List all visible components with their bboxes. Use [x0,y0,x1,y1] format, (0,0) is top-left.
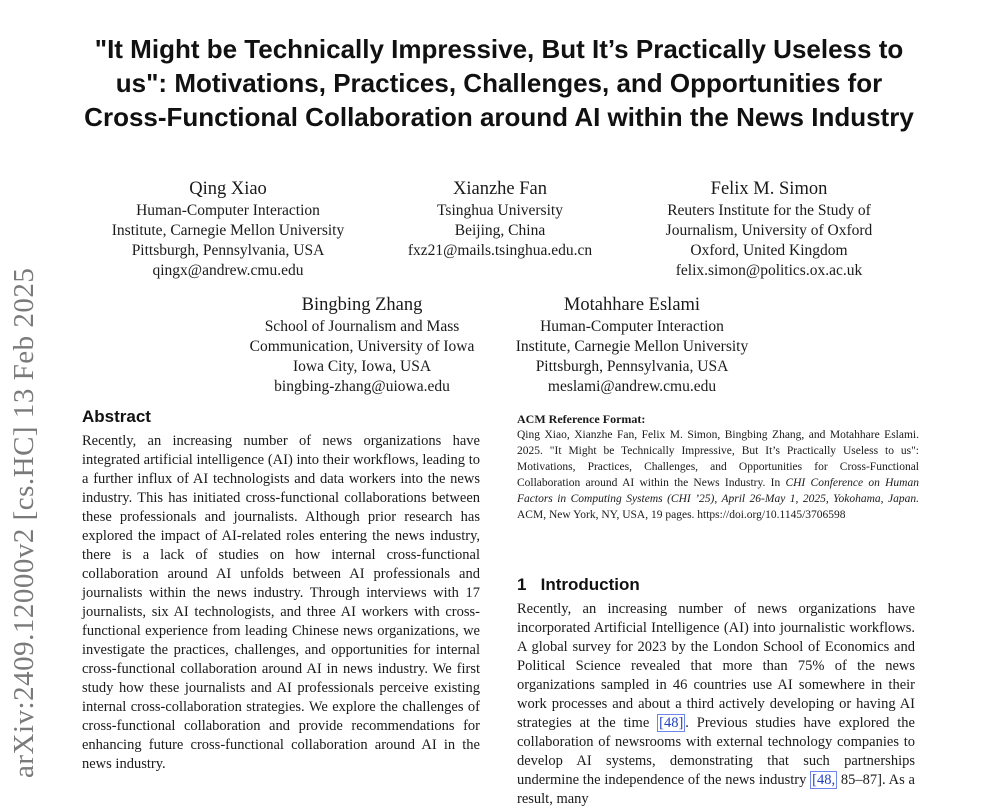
author-email: bingbing-zhang@uiowa.edu [274,378,450,395]
author-name: Felix M. Simon [710,179,828,199]
author-block-5 [504,294,760,397]
author-block-2 [382,178,618,261]
author-block-3 [640,178,898,281]
section-title: Introduction [540,575,640,594]
author-location: Oxford, United Kingdom [690,242,848,259]
arxiv-sidebar [0,0,60,778]
intro-text-part: . As a result, many [517,772,915,807]
author-affiliation: Human-Computer Interaction [136,202,320,219]
author-name: Qing Xiao [189,179,267,199]
intro-text-part: . Previous studies have explored the collaboration of newsrooms with external technology companies to develop AI systems, demonstrating that such partnerships undermine the independence of the news industry [517,715,915,788]
author-affiliation: Journalism, University of Oxford [665,222,873,239]
author-block-1 [100,178,356,281]
acm-reference-text: Qing Xiao, Xianzhe Fan, Felix M. Simon, Bingbing Zhang, and Motahhare Eslami. 2025. "It Might be Technically Impressive, But It’s Practically Useless to us": Motivations, Practices, Challenges, and Opportunities for Cross-Functional Collaboration around AI within the News Industry. In [517,429,919,489]
acm-reference-doi: ACM, New York, NY, USA, 19 pages. https://doi.org/10.1145/3706598 [517,509,846,521]
author-affiliation: Tsinghua University [437,202,563,219]
introduction-heading [517,575,640,595]
abstract-text: Recently, an increasing number of news organizations have integrated artificial intelligence (AI) into their workflows, leading to a further influx of AI technologists and data workers into the news industry. This has initiated cross-functional collaborations between these professionals and journalists. Although prior research has explored the impact of AI-related roles entering the news industry, there is a lack of studies on how internal cross-functional collaboration around AI unfolds between AI professionals and journalists within the news industry. Through interviews with 17 journalists, six AI technologists, and three AI workers with cross-functional experience from leading Chinese news organizations, we investigate the practices, challenges, and opportunities for internal cross-functional collaboration around AI in news industry. We first study how these journalists and AI professionals perceive existing internal cross-collaboration strategies. We explore the challenges of cross-functional collaboration and provide recommendations for enhancing future cross-functional collaboration around AI in the news industry. [82,433,480,772]
author-email: felix.simon@politics.ox.ac.uk [675,262,863,279]
author-name: Xianzhe Fan [452,179,547,199]
citation-link[interactable]: [48, [812,772,836,788]
author-location: Pittsburgh, Pennsylvania, USA [535,358,729,375]
author-affiliation: Communication, University of Iowa [249,338,475,355]
acm-reference-venue: CHI Conference on Human Factors in Computing Systems (CHI ’25), April 26-May 1, 2025, Yokohama, Japan. [517,477,919,505]
author-location: Iowa City, Iowa, USA [292,358,432,375]
author-name: Motahhare Eslami [563,295,701,315]
abstract-heading: Abstract [82,407,151,426]
author-affiliation: Reuters Institute for the Study of [667,202,871,219]
author-location: Pittsburgh, Pennsylvania, USA [131,242,325,259]
author-email: qingx@andrew.cmu.edu [152,262,304,279]
paper-title: "It Might be Technically Impressive, But It’s Practically Useless to us": Motivations, Practices, Challenges, and Opportunities for Cross-Functional Collaboration around AI within the News Industry [84,34,914,132]
acm-reference [517,411,919,523]
author-block-4 [232,294,492,397]
section-number: 1 [517,575,527,594]
author-location: Beijing, China [454,222,546,239]
arxiv-identifier: arXiv:2409.12000v2 [cs.HC] 13 Feb 2025 [8,267,40,778]
author-affiliation: Institute, Carnegie Mellon University [111,222,345,239]
intro-text-part: Recently, an increasing number of news organizations have incorporated Artificial Intelligence (AI) into journalistic workflows. A global survey for 2023 by the London School of Economics and Political Science revealed that more than 75% of the news organizations sampled in 46 countries use AI somewhere in their work processes and about a third actively developing or having AI strategies at the time [517,601,915,731]
author-email: fxz21@mails.tsinghua.edu.cn [407,242,593,259]
citation-link[interactable]: [48] [659,715,684,731]
acm-reference-heading: ACM Reference Format: [517,412,646,426]
author-name: Bingbing Zhang [301,295,423,315]
author-email: meslami@andrew.cmu.edu [547,378,717,395]
author-affiliation: Human-Computer Interaction [540,318,724,335]
author-affiliation: Institute, Carnegie Mellon University [515,338,749,355]
author-affiliation: School of Journalism and Mass [264,318,460,335]
citation-range: 85–87] [837,772,883,788]
